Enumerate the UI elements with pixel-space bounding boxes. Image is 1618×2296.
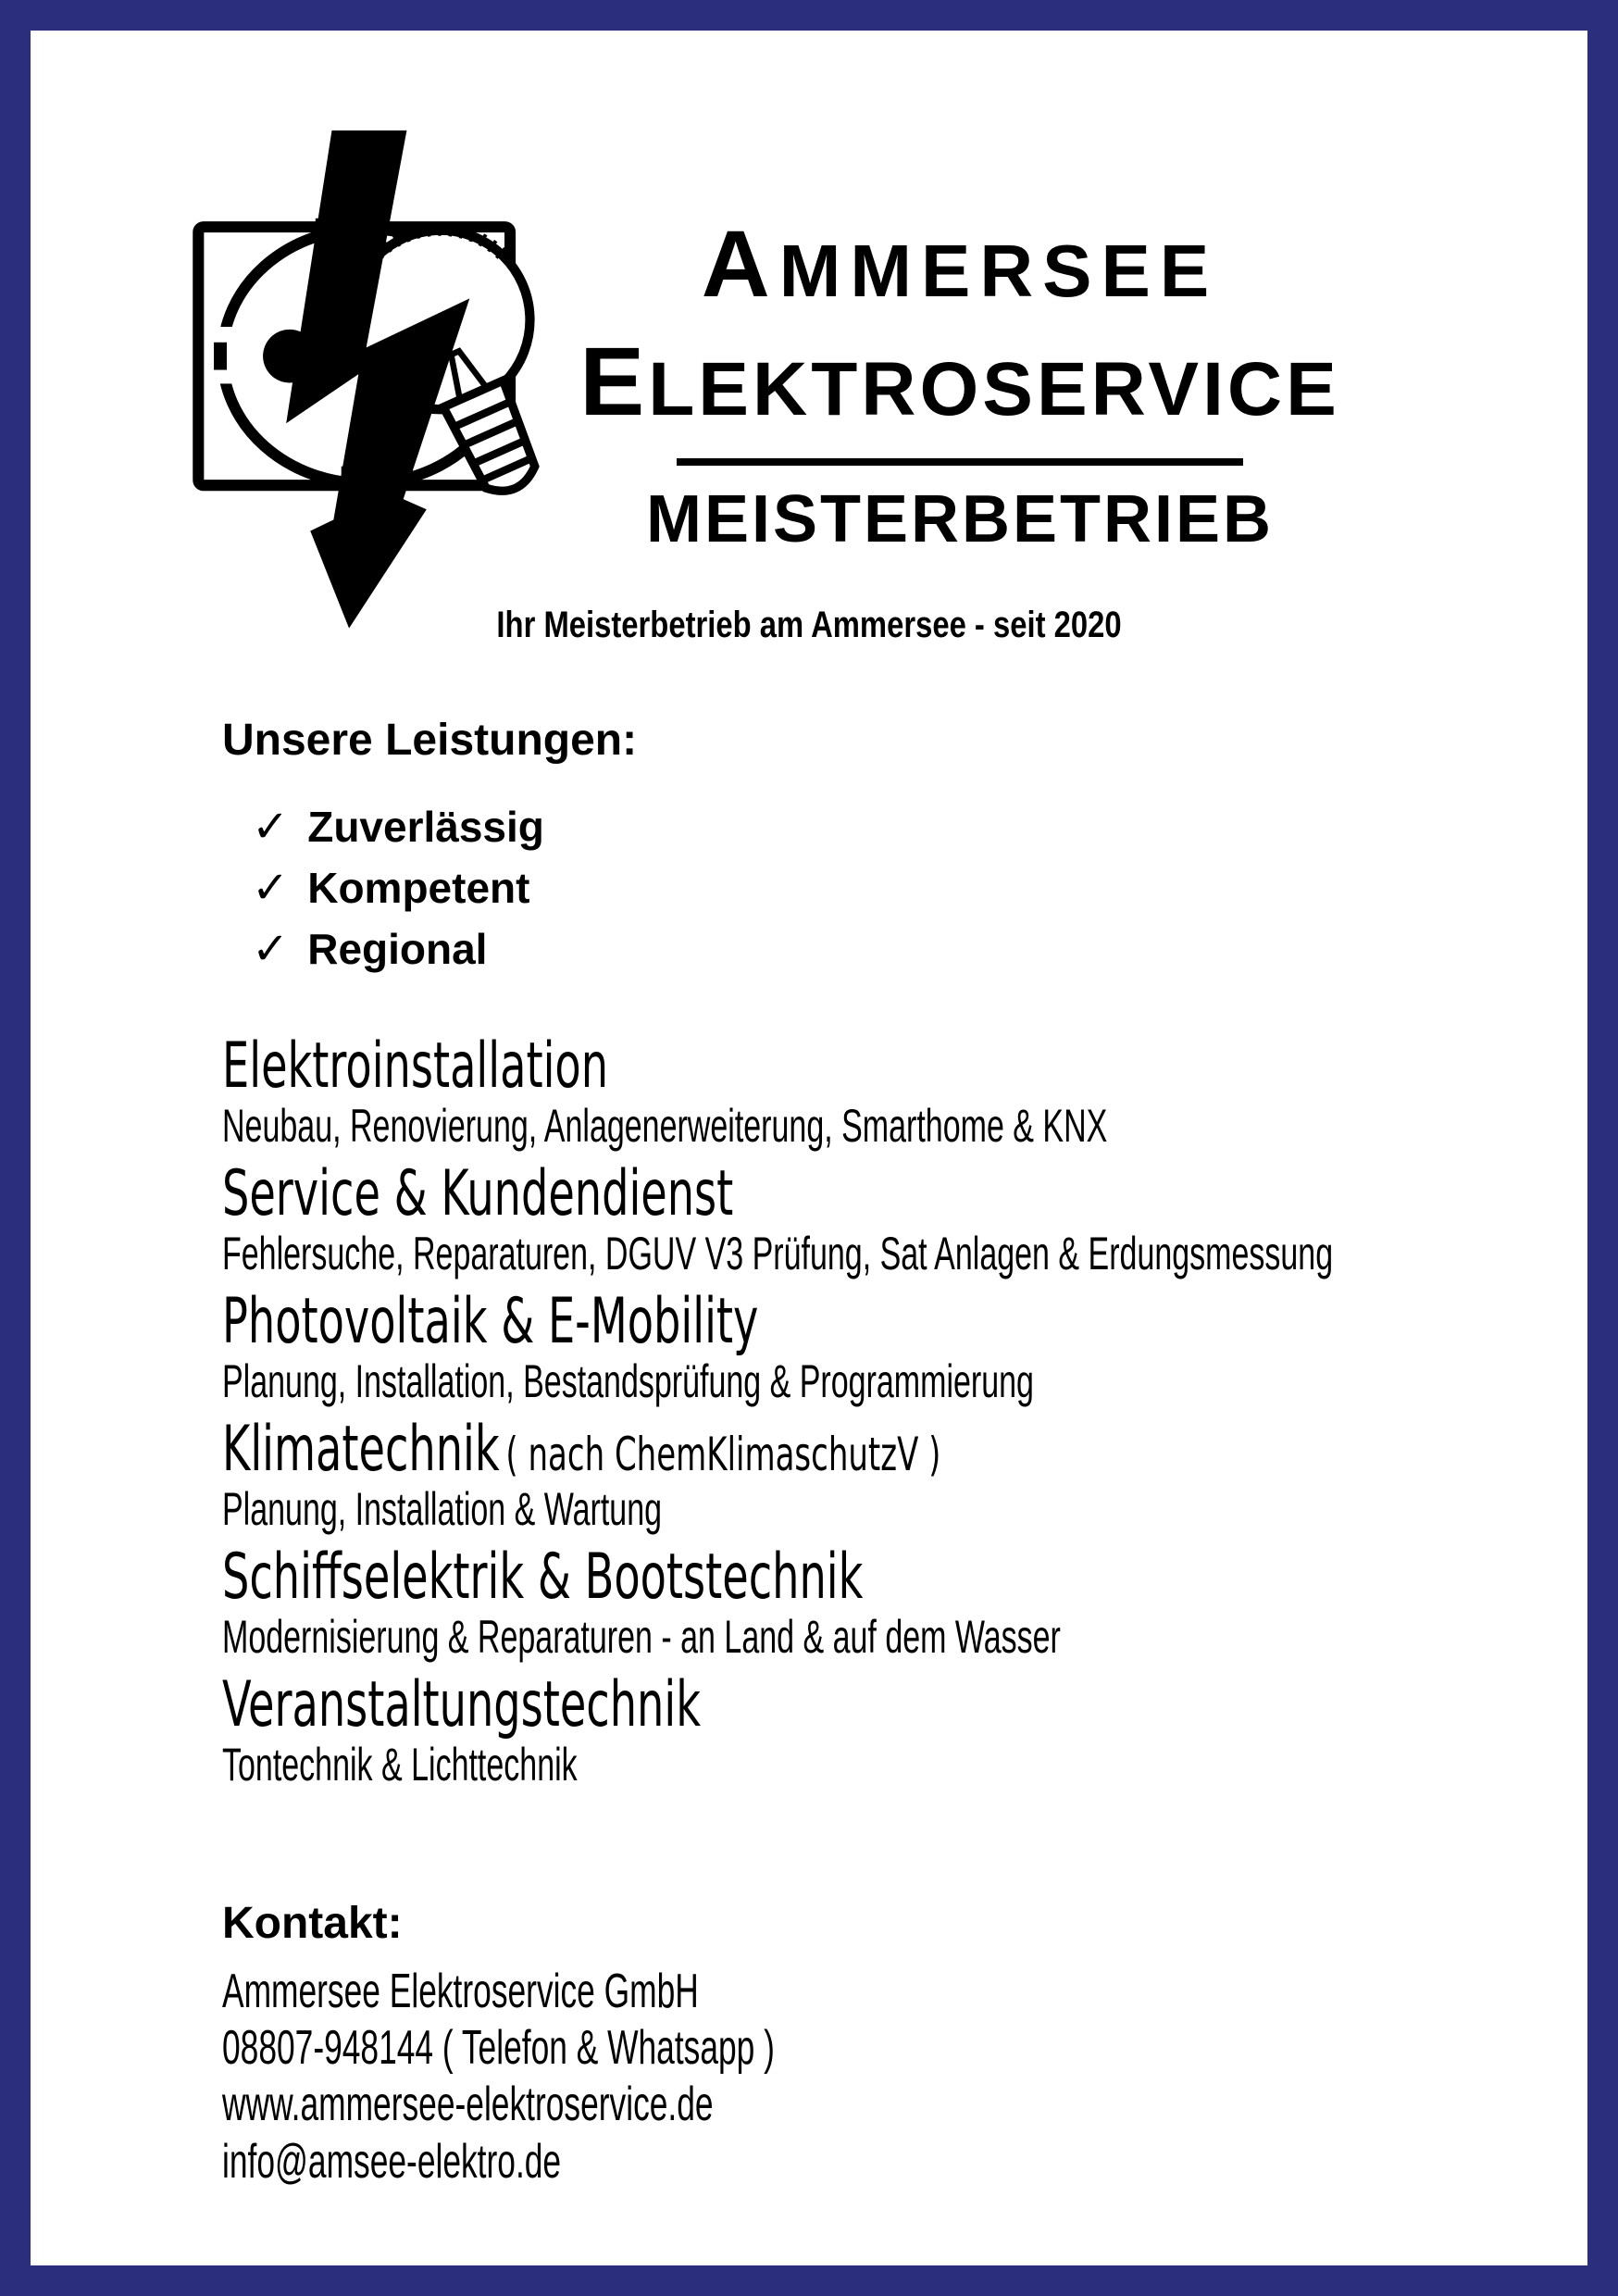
brand-name-line1: AMMERSEE: [701, 210, 1219, 317]
brand-wordmark: [571, 210, 1349, 556]
service-list: [222, 1029, 1532, 1791]
service-title: [222, 1029, 1113, 1103]
service-item: [222, 1412, 1532, 1535]
service-title-text: Photovoltaik & E-Mobility: [222, 1284, 759, 1358]
service-item: [222, 1284, 1532, 1407]
service-title-text: Veranstaltungstechnik: [222, 1667, 701, 1741]
service-description: Modernisierung & Reparaturen - an Land & auf dem Wasser: [222, 1610, 1061, 1663]
brand-tagline: Ihr Meisterbetrieb am Ammersee - seit 2020: [496, 605, 1122, 645]
kontakt-email: info@amsee-elektro.de: [222, 2134, 562, 2189]
check-item-label: Kompetent: [307, 864, 530, 913]
checkmark-icon: ✓: [252, 803, 290, 852]
service-item: [222, 1029, 1532, 1152]
service-title: [222, 1284, 1113, 1358]
service-title-suffix: ( nach ChemKlimaschutzV ): [505, 1427, 941, 1481]
kontakt-lines: [222, 1964, 1532, 2190]
service-description: Tontechnik & Lichttechnik: [222, 1738, 578, 1791]
check-item: [252, 858, 1532, 919]
kontakt-heading: Kontakt:: [222, 1898, 403, 1948]
checkmark-icon: ✓: [252, 925, 290, 975]
kontakt-website: www.ammersee-elektroservice.de: [222, 2078, 714, 2132]
socket-bulb-lightning-icon: [190, 125, 560, 653]
lightning-bolt-icon: [286, 131, 469, 629]
service-title: [222, 1412, 1113, 1486]
check-item: [252, 919, 1532, 980]
leistungen-heading: Unsere Leistungen:: [222, 716, 638, 765]
kontakt-phone: 08807-948144 ( Telefon & Whatsapp ): [222, 2021, 775, 2076]
brand-name-line3: MEISTERBETRIEB: [645, 481, 1275, 556]
service-description: Planung, Installation, Bestandsprüfung & Programmierung: [222, 1354, 1034, 1407]
check-item-label: Zuverlässig: [307, 803, 544, 851]
service-title-text: Service & Kundendienst: [222, 1156, 734, 1230]
service-item: [222, 1667, 1532, 1791]
service-title: [222, 1667, 1113, 1741]
service-item: [222, 1540, 1532, 1663]
checkmark-icon: ✓: [252, 864, 290, 914]
service-title-text: Schiffselektrik & Bootstechnik: [222, 1540, 864, 1614]
service-title: [222, 1156, 1113, 1230]
check-item: [252, 797, 1532, 858]
kontakt-company: Ammersee Elektroservice GmbH: [222, 1964, 699, 2018]
brand-divider: [677, 458, 1243, 466]
service-description: Neubau, Renovierung, Anlagenerweiterung, Smarthome & KNX: [222, 1099, 1108, 1152]
service-description: Planung, Installation & Wartung: [222, 1482, 663, 1535]
main-content: [31, 715, 1587, 2190]
service-title-text: Elektroinstallation: [222, 1029, 609, 1103]
service-title-text: Klimatechnik: [222, 1412, 500, 1486]
kontakt-section: [222, 1898, 1532, 2190]
check-item-label: Regional: [307, 925, 488, 974]
service-item: [222, 1156, 1532, 1279]
checklist: [252, 797, 1532, 981]
brand-name-line2: ELEKTROSERVICE: [579, 328, 1340, 437]
service-description: Fehlersuche, Reparaturen, DGUV V3 Prüfung, Sat Anlagen & Erdungsmessung: [222, 1227, 1334, 1279]
header: [31, 31, 1587, 653]
service-title: [222, 1540, 1113, 1614]
